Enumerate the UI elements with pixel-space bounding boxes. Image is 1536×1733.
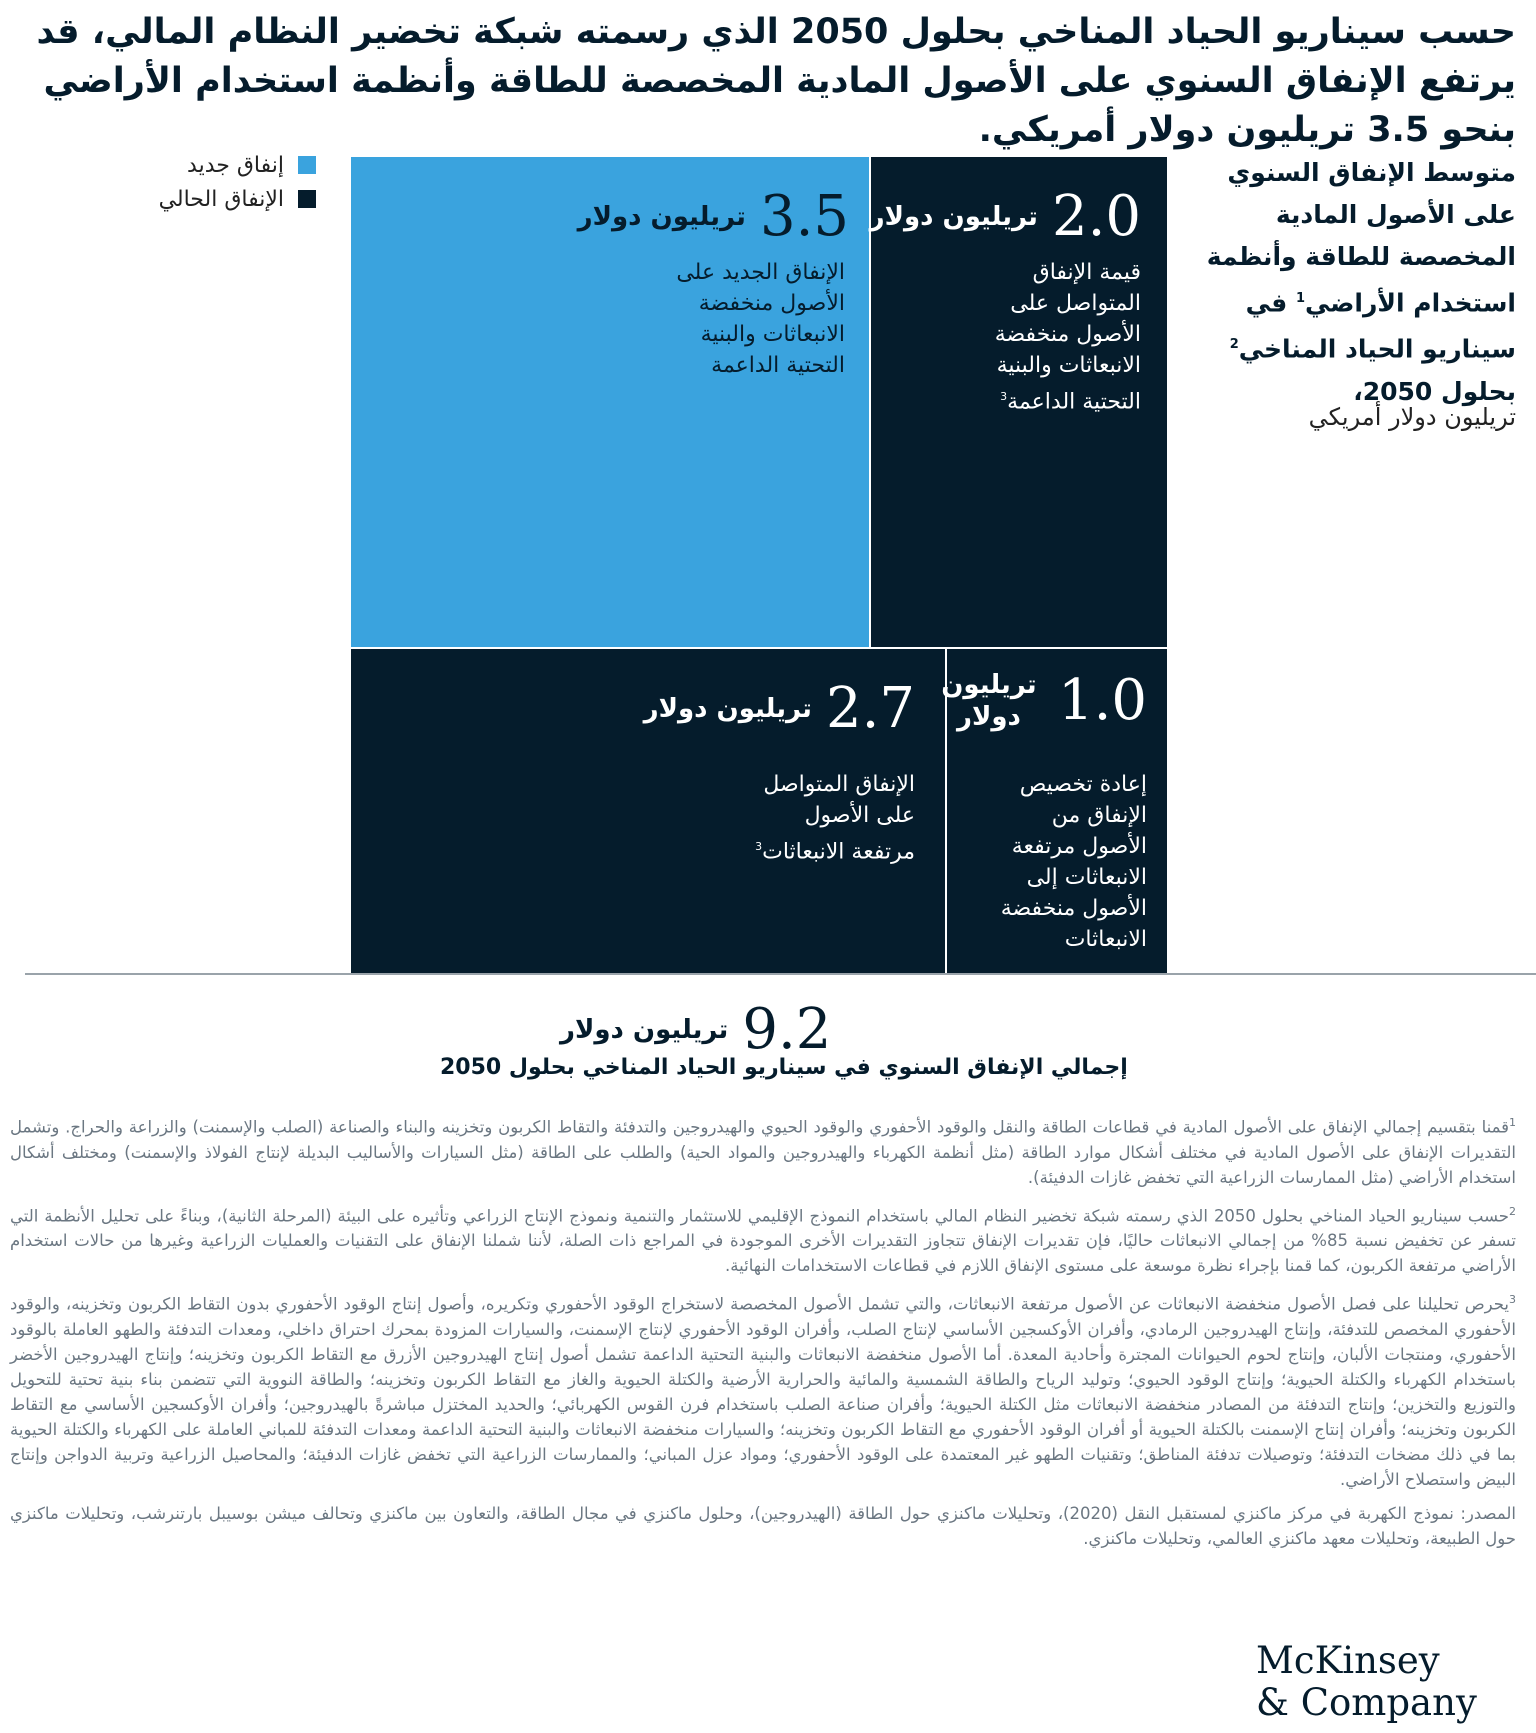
tile-number: 1.0 (1057, 668, 1147, 733)
mckinsey-logo (1256, 1640, 1516, 1724)
legend-label-new: إنفاق جديد (187, 152, 284, 178)
footnote-ref: 3 (755, 840, 763, 853)
tile-desc-line: المتواصل على (1010, 291, 1141, 316)
footnote-number: 2 (1509, 1204, 1516, 1218)
page-title: حسب سيناريو الحياد المناخي بحلول 2050 الذي رسمته شبكة تخضير النظام المالي، قد يرتفع الإنفاق السنوي على الأصول المادية المخصصة للطاقة وأنظمة استخدام الأراضي بنحو 3.5 تريليون دولار أمريكي. (36, 12, 1516, 150)
tile-value-reallocation (934, 669, 1147, 733)
footnote-text: حسب سيناريو الحياد المناخي بحلول 2050 الذي رسمته شبكة تخضير النظام المالي باستخدام النموذج الإقليمي للاستثمار والتنمية ونموذج الإنتاج الزراعي وتأثيره على البيئة (المرحلة الثانية)، وبناءً على تحليل الأنظمة التي تسفر عن تخفيض نسبة 85% من إجمالي الانبعاثات حاليًا، فإن تقديرات الإنفاق تتجاوز التقديرات الأخرى الموجودة في المراجع ذات الصلة، لأننا شملنا الإنفاق على التقنيات والعمليات الزراعية وغيرها من حالات استخدام الأراضي مرتفعة الكربون، كما قمنا بإجراء نظرة موسعة على مستوى الإنفاق اللازم في قطاعات الاستخدامات النهائية. (10, 1206, 1516, 1275)
tile-desc-line: الأصول منخفضة (994, 322, 1141, 347)
total-unit: تريليون دولار (560, 1015, 729, 1045)
tile-desc-reallocation (1001, 769, 1147, 955)
tile-desc-line (995, 381, 1141, 417)
legend (86, 148, 316, 216)
tile-new (351, 157, 869, 647)
footnote-2 (10, 1199, 1516, 1279)
tile-continued-high (351, 649, 945, 973)
tile-desc-line: على الأصول (804, 803, 915, 828)
source-text: المصدر: نموذج الكهربة في مركز ماكنزي لمستقبل النقل (2020)، وتحليلات ماكنزي حول الطاقة (الهيدروجين)، وحلول ماكنزي في مجال الطاقة، والتعاون بين ماكنزي وتحالف ميشن بوسيبل بارتنرشب، وتحليلات ماكنزي حول الطبيعة، وتحليلات معهد ماكنزي العالمي، وتحليلات ماكنزي. (10, 1503, 1516, 1548)
tile-desc-new (676, 257, 845, 381)
source-note (10, 1501, 1516, 1551)
tile-desc-line: الانبعاثات والبنية (700, 322, 845, 347)
footnote-3 (10, 1287, 1516, 1492)
tile-desc-line: الانبعاثات (1064, 927, 1147, 952)
tile-number: 2.0 (1051, 184, 1141, 249)
footnote-ref: 3 (1000, 390, 1008, 403)
logo-line: McKinsey (1256, 1639, 1440, 1682)
chart-title-text: سيناريو الحياد المناخي (1238, 334, 1516, 364)
tile-number: 2.7 (825, 676, 915, 741)
footnote-number: 3 (1509, 1293, 1516, 1306)
tile-reallocation (941, 649, 1167, 973)
tile-desc-line: قيمة الإنفاق (1032, 260, 1141, 285)
tile-value-continued-low (869, 184, 1141, 249)
treemap (351, 157, 1167, 973)
tile-desc-line: إعادة تخصيص (1019, 772, 1147, 797)
tile-desc-line: الإنفاق المتواصل (763, 772, 915, 797)
chart-title (1206, 152, 1516, 413)
chart-title-line: بحلول 2050، (1353, 376, 1516, 406)
tile-desc-line (755, 831, 915, 867)
chart-title-text: استخدام الأراضي (1304, 288, 1516, 318)
tile-desc-line: الانبعاثات والبنية (996, 353, 1141, 378)
tile-number: 3.5 (759, 184, 849, 249)
tile-unit: تريليون دولار (941, 670, 1037, 732)
tile-desc-line: الأصول منخفضة (698, 291, 845, 316)
legend-item-new (86, 148, 316, 182)
footnote-ref: 2 (1229, 337, 1239, 353)
legend-label-current: الإنفاق الحالي (158, 186, 284, 212)
tile-unit: تريليون دولار (577, 202, 746, 232)
chart-title-line: على الأصول المادية (1275, 200, 1516, 229)
chart-title-text: في (1245, 288, 1296, 318)
tile-desc-line: التحتية الداعمة (711, 353, 845, 378)
logo-line: & Company (1256, 1681, 1477, 1724)
footnotes (10, 1110, 1516, 1560)
tile-desc-line: الأصول منخفضة (1000, 896, 1147, 921)
tile-value-new (577, 184, 849, 249)
tile-unit: تريليون دولار (643, 694, 812, 724)
tile-desc-line: الإنفاق الجديد على (676, 260, 845, 285)
chart-title-line: متوسط الإنفاق السنوي (1227, 158, 1516, 187)
legend-swatch-new (298, 156, 316, 174)
tile-desc-line: الإنفاق من (1051, 803, 1147, 828)
chart-unit: تريليون دولار أمريكي (1308, 403, 1516, 431)
tile-desc-text: التحتية الداعمة (1007, 389, 1141, 415)
legend-item-current (86, 182, 316, 216)
footnote-text: قمنا بتقسيم إجمالي الإنفاق على الأصول المادية في قطاعات الطاقة والنقل والوقود الأحفوري والوقود الحيوي والهيدروجين والتدفئة والتقاط الكربون وتخزينه والبناء والصناعة (الصلب والإسمنت) والزراعة والحراج. وتشمل التقديرات الإنفاق على الأصول المادية في مختلف أشكال موارد الطاقة (مثل أنظمة الكهرباء والهيدروجين والمواد الحية) والطلب على الطاقة (مثل السيارات والأساليب البديلة لإنتاج الفولاذ والإسمنت) ومختلف أشكال استخدام الأراضي (مثل الممارسات الزراعية التي تخفض غازات الدفيئة). (10, 1117, 1516, 1187)
total-label: إجمالي الإنفاق السنوي في سيناريو الحياد المناخي بحلول 2050 (440, 1055, 1128, 1080)
total-number: 9.2 (742, 997, 832, 1062)
tile-desc-line: الانبعاثات إلى (1026, 865, 1147, 890)
tile-unit: تريليون دولار (869, 202, 1038, 232)
chart-title-line (1206, 324, 1516, 370)
chart-title-line (1206, 278, 1516, 324)
footnote-number: 1 (1509, 1116, 1516, 1129)
total-value (560, 997, 832, 1062)
tile-desc-continued-high (755, 769, 915, 867)
footnote-1 (10, 1110, 1516, 1190)
footnote-text: يحرص تحليلنا على فصل الأصول منخفضة الانبعاثات عن الأصول مرتفعة الانبعاثات، والتي تشمل الأصول المخصصة لاستخراج الوقود الأحفوري وتكريره، وأصول إنتاج الوقود الأحفوري بدون التقاط الكربون وتخزينه، والوقود الأحفوري المخصص للتدفئة، وإنتاج الهيدروجين الرمادي، وأفران الأوكسجين الأساسي لإنتاج الصلب، وأفران الوقود الأحفوري لإنتاج الإسمنت، والسيارات المزودة بمحرك احتراق داخلي، ومعدات التدفئة والطهو العاملة بالوقود الأحفوري، ومنتجات الألبان، وإنتاج لحوم الحيوانات المجترة وأحادية المعدة. أما الأصول منخفضة الانبعاثات والبنية التحتية الداعمة تشمل أصول إنتاج الهيدروجين الأزرق مع التقاط الكربون وتخزينه؛ وإنتاج الهيدروجين الأخضر باستخدام الكهرباء والكتلة الحيوية؛ وإنتاج الوقود الحيوي؛ وتوليد الرياح والطاقة الشمسية والمائية والحرارية الأرضية والكتلة الحيوية والغاز مع التقاط الكربون وتخزينه؛ والطاقة النووية التي تتضمن بناء بنية تحتية للتحويل والتوزيع والتخزين؛ وإنتاج التدفئة من المصادر منخفضة الانبعاثات مثل الكتلة الحيوية؛ وأفران صناعة الصلب باستخدام فرن القوس الكهربائي؛ والحديد المختزل مباشرةً بالهيدروجين؛ وأفران الأوكسجين الأساسي مع التقاط الكربون وتخزينه؛ وأفران إنتاج الإسمنت بالكتلة الحيوية أو أفران الوقود الأحفوري مع التقاط الكربون وتخزينه؛ والسيارات منخفضة الانبعاثات والبنية التحتية الداعمة ومعدات التدفئة للمباني العاملة على الكهرباء والكتلة الحيوية بما في ذلك مضخات التدفئة؛ وتوصيلات تدفئة المناطق؛ وتقنيات الطهو غير المعتمدة على الوقود الأحفوري؛ ومواد عزل المباني؛ والممارسات الزراعية التي تخفض غازات الدفيئة؛ والمحاصيل الزراعية وتربية الدواجن وإنتاج البيض واستصلاح الأراضي. (10, 1294, 1516, 1489)
legend-swatch-current (298, 190, 316, 208)
tile-value-continued-high (643, 676, 915, 741)
tile-desc-continued-low (995, 257, 1141, 417)
tile-desc-text: مرتفعة الانبعاثات (762, 839, 915, 865)
footnote-ref: 1 (1295, 291, 1305, 306)
tile-continued-low (871, 157, 1167, 647)
divider (25, 973, 1536, 975)
chart-title-line: المخصصة للطاقة وأنظمة (1206, 242, 1516, 271)
tile-desc-line: الأصول مرتفعة (1011, 834, 1147, 859)
